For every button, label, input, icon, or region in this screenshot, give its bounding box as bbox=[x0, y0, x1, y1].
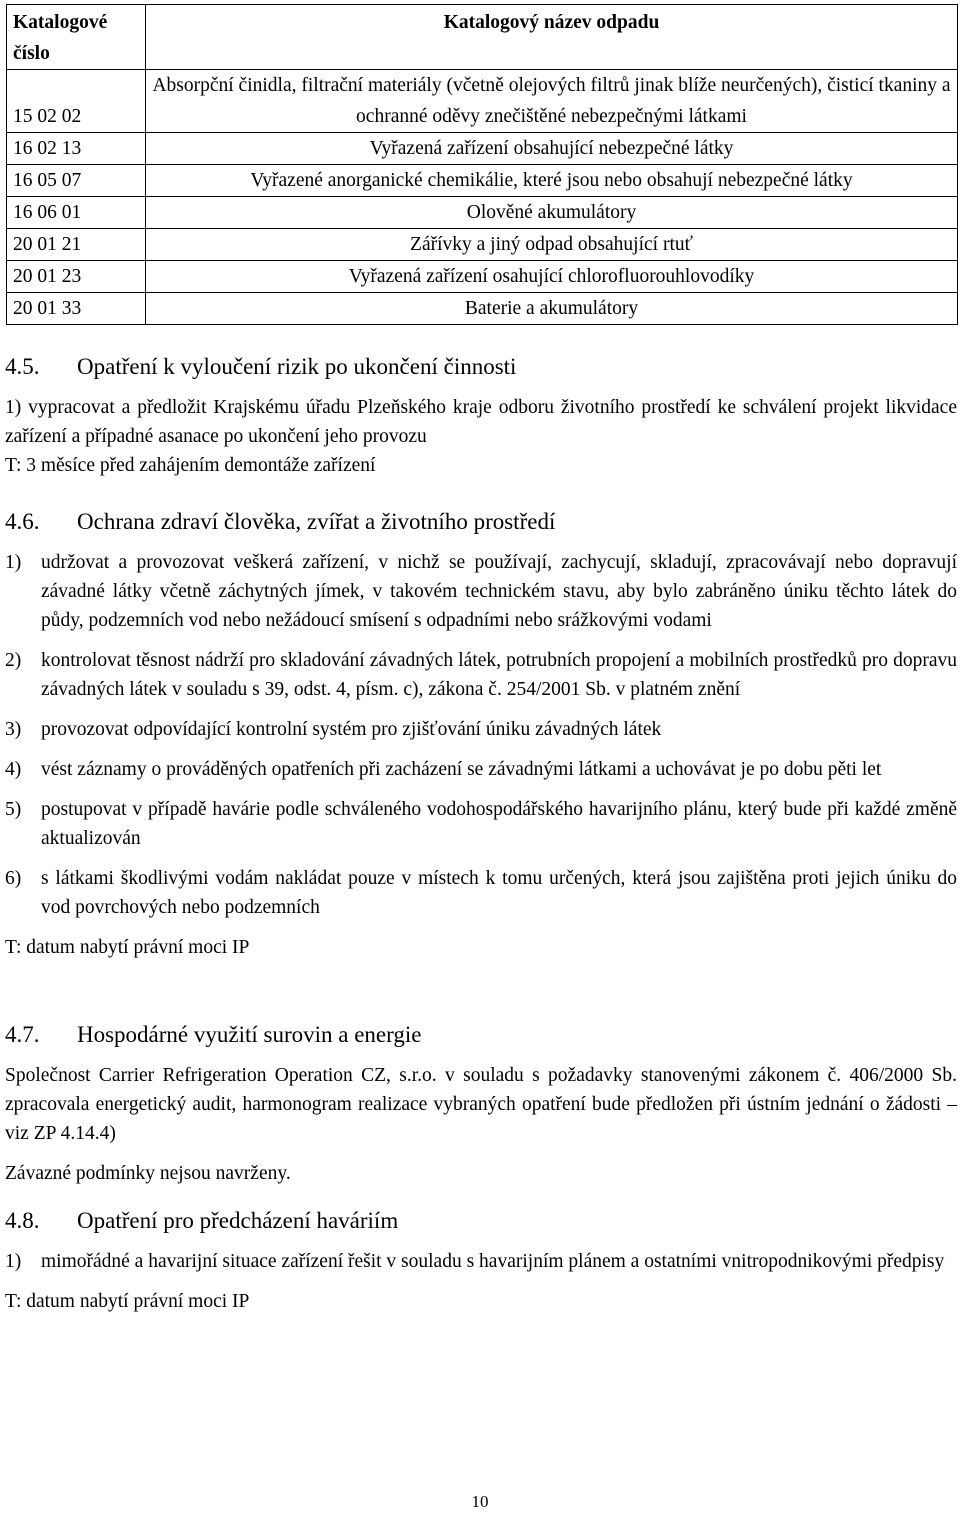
deadline-text: T: datum nabytí právní moci IP bbox=[5, 937, 250, 958]
cell-name: Vyřazené anorganické chemikálie, které jsou nebo obsahují nebezpečné látky bbox=[146, 165, 958, 197]
section-heading-4-6 bbox=[5, 507, 957, 537]
section-number: 4.5. bbox=[5, 354, 40, 379]
list-item-text: udržovat a provozovat veškerá zařízení, v nichž se používají, zachycují, skladují, zpracovávají nebo dopravují závadné látky včetně záchytných jímek, v takovém technickém stavu, aby bylo zabráněno úniku těchto látek do půdy, podzemních vod nebo nežádoucí smísení s odpadními nebo srážkovými vodami bbox=[41, 552, 957, 631]
section-title: Opatření k vyloučení rizik po ukončení činnosti bbox=[77, 354, 517, 379]
table-row bbox=[7, 70, 958, 133]
header-catalog-number: Katalogové číslo bbox=[7, 5, 146, 70]
cell-code: 16 06 01 bbox=[7, 197, 146, 229]
list-item bbox=[5, 548, 957, 635]
section-number: 4.8. bbox=[5, 1208, 40, 1233]
cell-code: 20 01 23 bbox=[7, 261, 146, 293]
table-row bbox=[7, 133, 958, 165]
paragraph: Společnost Carrier Refrigeration Operation CZ, s.r.o. v souladu s požadavky stanovenými zákonem č. 406/2000 Sb. zpracovala energetický audit, harmonogram realizace vybraných opatření bude předložen při ústním jednání o žádosti – viz ZP 4.14.4) bbox=[5, 1065, 957, 1144]
list-item-number: 6) bbox=[5, 868, 22, 889]
list-item-text: postupovat v případě havárie podle schváleného vodohospodářského havarijního plánu, který bude při každé změně aktualizován bbox=[41, 799, 957, 849]
cell-code: 16 05 07 bbox=[7, 165, 146, 197]
section-heading-4-7 bbox=[5, 1020, 957, 1050]
header-catalog-name: Katalogový název odpadu bbox=[146, 5, 958, 70]
deadline-text: T: 3 měsíce před zahájením demontáže zařízení bbox=[5, 455, 376, 476]
list-item bbox=[5, 715, 957, 744]
cell-name: Olověné akumulátory bbox=[146, 197, 958, 229]
paragraph-note: Závazné podmínky nejsou navrženy. bbox=[5, 1163, 291, 1184]
list-item bbox=[5, 646, 957, 704]
cell-name: Vyřazená zařízení osahující chlorofluorouhlovodíky bbox=[146, 261, 958, 293]
section-title: Ochrana zdraví člověka, zvířat a životního prostředí bbox=[77, 509, 556, 534]
list-item bbox=[5, 795, 957, 853]
section-heading-4-5 bbox=[5, 352, 957, 382]
cell-name: Zářívky a jiný odpad obsahující rtuť bbox=[146, 229, 958, 261]
table-row bbox=[7, 229, 958, 261]
section-title: Opatření pro předcházení haváriím bbox=[77, 1208, 399, 1233]
list-item-text: kontrolovat těsnost nádrží pro skladování závadných látek, potrubních propojení a mobilních prostředků pro dopravu závadných látek v souladu s 39, odst. 4, písm. c), zákona č. 254/2001 Sb. v platném znění bbox=[41, 650, 957, 700]
list-item-text: s látkami škodlivými vodám nakládat pouze v místech k tomu určených, která jsou zajištěna proti jejich úniku do vod povrchových nebo podzemních bbox=[41, 868, 957, 918]
cell-code: 16 02 13 bbox=[7, 133, 146, 165]
list-item bbox=[5, 864, 957, 922]
section-title: Hospodárné využití surovin a energie bbox=[77, 1022, 422, 1047]
list-item bbox=[5, 755, 957, 784]
list-item bbox=[5, 1247, 957, 1276]
cell-name: Baterie a akumulátory bbox=[146, 293, 958, 325]
list-item-text: provozovat odpovídající kontrolní systém pro zjišťování úniku závadných látek bbox=[41, 719, 662, 740]
document-page bbox=[5, 4, 957, 1316]
table-row bbox=[7, 293, 958, 325]
cell-code: 20 01 33 bbox=[7, 293, 146, 325]
paragraph-item: 1) vypracovat a předložit Krajskému úřadu Plzeňského kraje odboru životního prostředí ke schválení projekt likvidace zařízení a případné asanace po ukončení jeho provozu bbox=[5, 397, 957, 447]
deadline-text: T: datum nabytí právní moci IP bbox=[5, 1291, 250, 1312]
list-item-number: 5) bbox=[5, 799, 22, 820]
table-header-row bbox=[7, 5, 958, 70]
cell-code: 20 01 21 bbox=[7, 229, 146, 261]
cell-name: Absorpční činidla, filtrační materiály (včetně olejových filtrů jinak blíže neurčených), čisticí tkaniny a ochranné oděvy znečištěné nebezpečnými látkami bbox=[146, 70, 958, 133]
list-item-number: 2) bbox=[5, 650, 22, 671]
waste-catalog-table bbox=[6, 4, 958, 325]
list-item-number: 1) bbox=[5, 552, 22, 573]
section-number: 4.7. bbox=[5, 1022, 40, 1047]
section-number: 4.6. bbox=[5, 509, 40, 534]
section-heading-4-8 bbox=[5, 1206, 957, 1236]
cell-code: 15 02 02 bbox=[7, 70, 146, 133]
page-number: 10 bbox=[471, 1492, 489, 1511]
list-item-number: 1) bbox=[5, 1251, 22, 1272]
list-item-text: mimořádné a havarijní situace zařízení řešit v souladu s havarijním plánem a ostatními vnitropodnikovými předpisy bbox=[41, 1251, 945, 1272]
cell-name: Vyřazená zařízení obsahující nebezpečné látky bbox=[146, 133, 958, 165]
list-item-text: vést záznamy o prováděných opatřeních při zacházení se závadnými látkami a uchovávat je po dobu pěti let bbox=[41, 759, 882, 780]
list-item-number: 3) bbox=[5, 719, 22, 740]
table-row bbox=[7, 165, 958, 197]
table-row bbox=[7, 261, 958, 293]
table-row bbox=[7, 197, 958, 229]
list-item-number: 4) bbox=[5, 759, 22, 780]
